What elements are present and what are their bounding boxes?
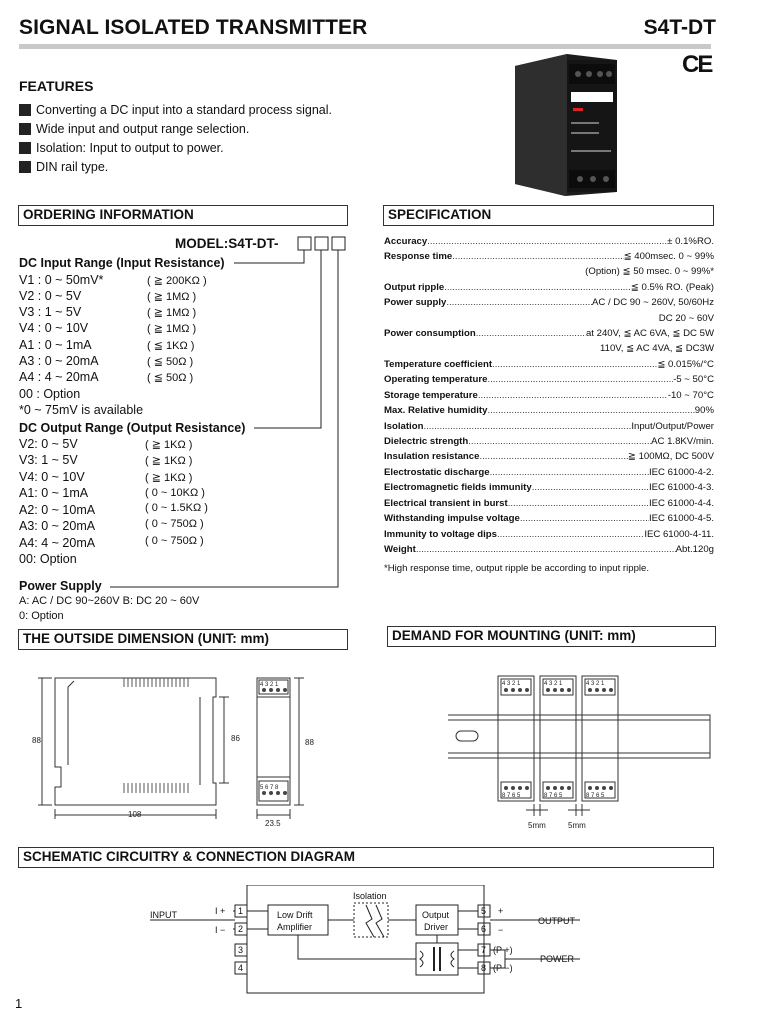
- model-label: MODEL:S4T-DT-: [175, 236, 279, 251]
- output-resistance: ( ≧ 1KΩ ): [145, 472, 193, 484]
- output-code: V4: 0 ~ 10V: [19, 470, 85, 484]
- power-supply-options: A: AC / DC 90~260V B: DC 20 ~ 60V: [19, 595, 200, 607]
- pin-number: 2: [238, 924, 244, 934]
- driver-label-2: Driver: [424, 922, 448, 932]
- feature-item: Wide input and output range selection.: [19, 122, 249, 136]
- model-number: S4T-DT: [643, 16, 716, 39]
- feature-item: Isolation: Input to output to power.: [19, 141, 224, 155]
- spec-row: Electrostatic discharge ..... IEC 61000-4-2.: [384, 467, 714, 478]
- terminal-label: 4 3 2 1: [260, 682, 279, 688]
- ordering-heading: ORDERING INFORMATION: [18, 205, 348, 226]
- dim-height-1: 88: [32, 736, 41, 745]
- page-title: SIGNAL ISOLATED TRANSMITTER: [19, 16, 368, 39]
- schematic-iminus: I −: [215, 925, 226, 935]
- spec-row-continued: DC 20 ~ 60V: [658, 313, 714, 324]
- dim-height-3: 88: [305, 738, 314, 747]
- gap-label: 5mm: [568, 821, 586, 830]
- output-resistance: ( ≧ 1KΩ ): [145, 439, 193, 451]
- page-number: 1: [15, 996, 23, 1011]
- spec-row: Temperature coefficient ..... ≦ 0.015%/°C: [384, 359, 714, 370]
- spec-row: Electromagnetic fields immunity ..... IEC 61000-4-3.: [384, 482, 714, 493]
- output-code: A4: 4 ~ 20mA: [19, 536, 96, 550]
- pin-number: 5: [481, 906, 487, 916]
- schematic-input-label: INPUT: [150, 910, 177, 920]
- feature-item: DIN rail type.: [19, 160, 108, 174]
- input-note: *0 ~ 75mV is available: [19, 403, 144, 417]
- title-rule: [19, 44, 711, 49]
- input-resistance: ( ≧ 1MΩ ): [147, 323, 197, 335]
- input-resistance: ( ≦ 50Ω ): [147, 356, 194, 368]
- terminal-label: 4 3 2 1: [586, 681, 605, 687]
- spec-row-continued: 110V, ≦ AC 4VA, ≦ DC3W: [599, 343, 714, 354]
- input-code: V3 : 1 ~ 5V: [19, 305, 82, 319]
- schematic-pminus: (P −): [493, 963, 513, 973]
- spec-row: Dielectric strength ..... AC 1.8KV/min.: [384, 436, 714, 447]
- ce-mark: CE: [682, 51, 712, 78]
- pin-number: 1: [238, 906, 244, 916]
- pin-number: 3: [238, 945, 244, 955]
- output-option: 00: Option: [19, 552, 77, 566]
- schematic-pplus: (P +): [493, 945, 513, 955]
- schematic-heading: SCHEMATIC CIRCUITRY & CONNECTION DIAGRAM: [18, 847, 714, 868]
- pin-number: 8: [481, 963, 487, 973]
- terminal-label: 4 3 2 1: [502, 681, 521, 687]
- spec-row: Power consumption ..... at 240V, ≦ AC 6VA, ≦ DC 5W: [384, 328, 714, 339]
- output-range-heading: DC Output Range (Output Resistance): [19, 421, 246, 435]
- dim-width-1: 108: [128, 810, 142, 819]
- output-code: V3: 1 ~ 5V: [19, 453, 78, 467]
- spec-row: Output ripple ..... ≦ 0.5% RO. (Peak): [384, 282, 714, 293]
- input-code: A4 : 4 ~ 20mA: [19, 370, 99, 384]
- features-heading: FEATURES: [19, 78, 94, 94]
- spec-row: Electrical transient in burst ..... IEC 61000-4-4.: [384, 498, 714, 509]
- output-code: A3: 0 ~ 20mA: [19, 519, 96, 533]
- output-code: V2: 0 ~ 5V: [19, 437, 78, 451]
- pin-number: 4: [238, 963, 244, 973]
- amp-label-1: Low Drift: [277, 910, 313, 920]
- amp-label-2: Amplifier: [277, 922, 313, 932]
- pin-number: 7: [481, 945, 487, 955]
- terminal-label: 8 7 6 5: [544, 793, 563, 799]
- spec-row-continued: (Option) ≦ 50 msec. 0 ~ 99%*: [585, 266, 714, 277]
- dimension-heading: THE OUTSIDE DIMENSION (UNIT: mm): [18, 629, 348, 650]
- input-code: V2 : 0 ~ 5V: [19, 289, 82, 303]
- schematic-minus: −: [498, 925, 504, 935]
- spec-row: Immunity to voltage dips ..... IEC 61000-4-11.: [384, 529, 714, 540]
- input-resistance: ( ≧ 1MΩ ): [147, 291, 197, 303]
- terminal-label: 5 6 7 8: [260, 785, 279, 791]
- output-resistance: ( ≧ 1KΩ ): [145, 455, 193, 467]
- pin-number: 6: [481, 924, 487, 934]
- spec-row: Insulation resistance ..... ≧ 100MΩ, DC 500V: [384, 451, 714, 462]
- spec-row: Accuracy ..... ± 0.1%RO.: [384, 236, 714, 247]
- output-resistance: ( 0 ~ 750Ω ): [145, 535, 204, 547]
- input-code: A1 : 0 ~ 1mA: [19, 338, 92, 352]
- spec-row: Power supply ..... AC / DC 90 ~ 260V, 50/60Hz: [384, 297, 714, 308]
- spec-row: Weight ..... Abt.120g: [384, 544, 714, 555]
- spec-row: Max. Relative humidity ..... 90%: [384, 405, 714, 416]
- schematic-diagram: [140, 885, 600, 1000]
- output-code: A2: 0 ~ 10mA: [19, 503, 96, 517]
- gap-label: 5mm: [528, 821, 546, 830]
- mounting-heading: DEMAND FOR MOUNTING (UNIT: mm): [387, 626, 716, 647]
- output-code: A1: 0 ~ 1mA: [19, 486, 89, 500]
- input-code: A3 : 0 ~ 20mA: [19, 354, 99, 368]
- power-supply-option: 0: Option: [19, 610, 64, 622]
- input-code: V1 : 0 ~ 50mV*: [19, 273, 104, 287]
- output-resistance: ( 0 ~ 10KΩ ): [145, 487, 205, 499]
- input-range-heading: DC Input Range (Input Resistance): [19, 256, 225, 270]
- spec-note: *High response time, output ripple be according to input ripple.: [384, 563, 650, 574]
- output-resistance: ( 0 ~ 750Ω ): [145, 518, 204, 530]
- dim-width-2: 23.5: [265, 819, 281, 828]
- spec-row: Isolation ..... Input/Output/Power: [384, 421, 714, 432]
- spec-row: Storage temperature ..... -10 ~ 70°C: [384, 390, 714, 401]
- input-option: 00 : Option: [19, 387, 81, 401]
- input-resistance: ( ≧ 200KΩ ): [147, 275, 207, 287]
- spec-row: Response time ..... ≦ 400msec. 0 ~ 99%: [384, 251, 714, 262]
- input-code: V4 : 0 ~ 10V: [19, 321, 89, 335]
- input-resistance: ( ≦ 1KΩ ): [147, 340, 195, 352]
- schematic-plus: +: [498, 906, 504, 916]
- feature-item: Converting a DC input into a standard process signal.: [19, 103, 332, 117]
- output-resistance: ( 0 ~ 1.5KΩ ): [145, 502, 208, 514]
- product-photo: [505, 52, 620, 198]
- terminal-label: 8 7 6 5: [502, 793, 521, 799]
- schematic-power-label: POWER: [540, 954, 575, 964]
- input-resistance: ( ≧ 1MΩ ): [147, 307, 197, 319]
- spec-row: Operating temperature ..... -5 ~ 50°C: [384, 374, 714, 385]
- schematic-output-label: OUTPUT: [538, 916, 575, 926]
- terminal-label: 4 3 2 1: [544, 681, 563, 687]
- mounting-drawing: [440, 668, 730, 833]
- input-resistance: ( ≦ 50Ω ): [147, 372, 194, 384]
- spec-heading: SPECIFICATION: [383, 205, 714, 226]
- dim-height-2: 86: [231, 734, 240, 743]
- power-supply-heading: Power Supply: [19, 579, 102, 593]
- outside-dimension-drawing: [28, 665, 328, 835]
- driver-label-1: Output: [422, 910, 450, 920]
- spec-row: Withstanding impulse voltage ..... IEC 61000-4-5.: [384, 513, 714, 524]
- terminal-label: 8 7 6 5: [586, 793, 605, 799]
- isolation-label: Isolation: [353, 891, 387, 901]
- schematic-iplus: I +: [215, 906, 226, 916]
